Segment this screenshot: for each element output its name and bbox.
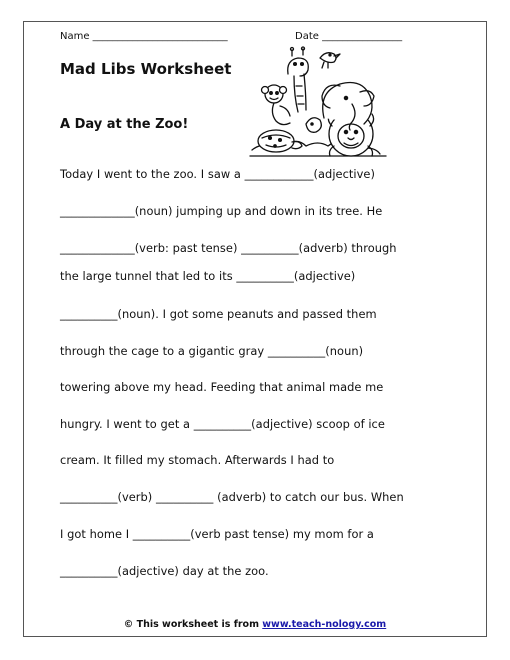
- story-line: hungry. I went to get a __________(adjective) scoop of ice: [60, 417, 385, 431]
- page-title: Mad Libs Worksheet: [60, 60, 232, 78]
- date-field: Date ________________: [295, 31, 403, 42]
- story-line: __________(adjective) day at the zoo.: [60, 564, 269, 578]
- footer-text: © This worksheet is from: [123, 619, 263, 630]
- story-line: through the cage to a gigantic gray __________(noun): [60, 344, 364, 358]
- zoo-animals-cartoon-icon: [248, 46, 390, 164]
- story-line: cream. It filled my stomach. Afterwards I had to: [60, 453, 335, 467]
- story-line: I got home I __________(verb past tense) my mom for a: [60, 527, 374, 541]
- story-line: _____________(verb: past tense) __________(adverb) through: [60, 241, 397, 255]
- story-line: the large tunnel that led to its __________(adjective): [60, 269, 356, 283]
- story-line: towering above my head. Feeding that animal made me: [60, 380, 384, 394]
- story-line: __________(noun). I got some peanuts and passed them: [60, 307, 377, 321]
- footer-link[interactable]: www.teach-nology.com: [262, 619, 387, 630]
- name-field: Name ___________________________: [60, 31, 228, 42]
- story-line: __________(verb) __________ (adverb) to catch our bus. When: [60, 490, 404, 504]
- story-line: Today I went to the zoo. I saw a ____________(adjective): [60, 167, 375, 181]
- story-line: _____________(noun) jumping up and down in its tree. He: [60, 204, 383, 218]
- story-title: A Day at the Zoo!: [60, 117, 189, 132]
- footer-credit: [0, 619, 510, 630]
